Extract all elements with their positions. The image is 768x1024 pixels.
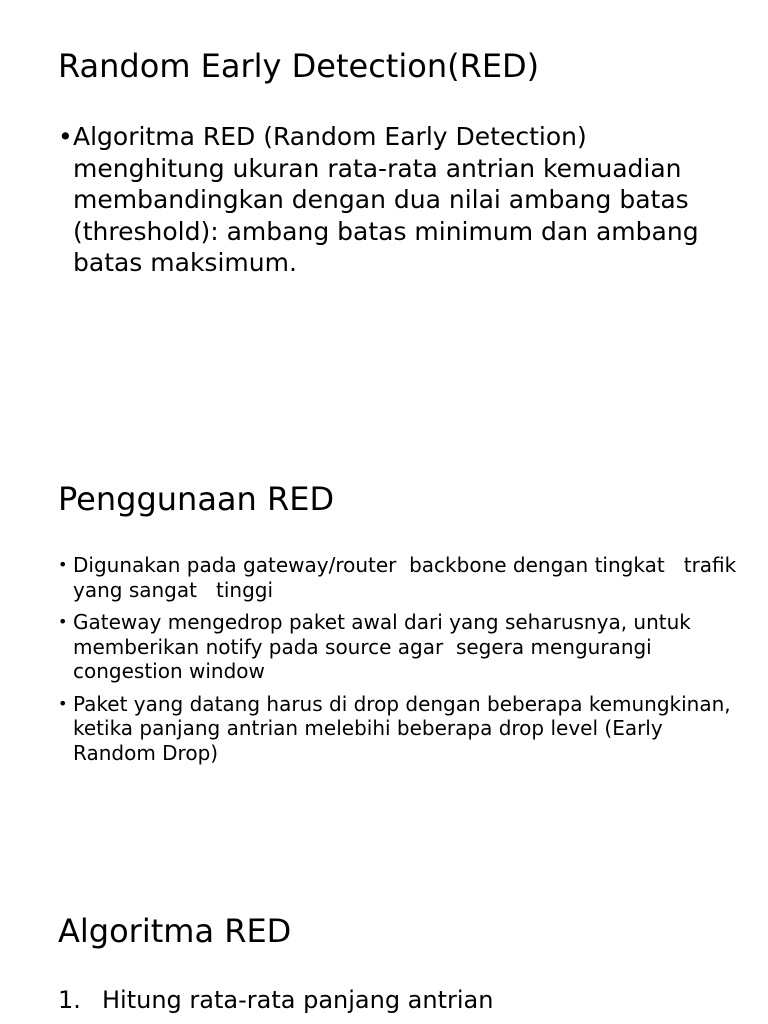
bullet-list xyxy=(58,553,743,773)
bullet-item xyxy=(58,610,738,684)
bullet-item xyxy=(58,692,738,766)
bullet-item xyxy=(58,121,718,279)
slide-red-usage xyxy=(0,430,768,860)
bullet-list xyxy=(58,121,718,279)
bullet-text: Digunakan pada gateway/router backbone dengan tingkat trafik yang sangat tinggi xyxy=(73,553,743,602)
bullet-text: Algoritma RED (Random Early Detection) menghitung ukuran rata-rata antrian kemuadian membandingkan dengan dua nilai ambang batas (threshold): ambang batas minimum dan ambang batas maksimum. xyxy=(73,122,699,277)
list-item xyxy=(58,985,718,1015)
list-number: 1. xyxy=(58,986,81,1014)
bullet-icon: • xyxy=(58,693,68,713)
numbered-list xyxy=(58,985,718,1015)
bullet-text: Gateway mengedrop paket awal dari yang seharusnya, untuk memberikan notify pada source agar segera mengurangi congestion window xyxy=(73,610,698,683)
bullet-item xyxy=(58,553,743,602)
bullet-icon: • xyxy=(58,122,73,151)
bullet-text: Paket yang datang harus di drop dengan beberapa kemungkinan, ketika panjang antrian melebihi beberapa drop level (Early Random Drop) xyxy=(73,691,731,765)
list-text: Hitung rata-rata panjang antrian xyxy=(102,986,494,1014)
slide-title: Penggunaan RED xyxy=(58,480,335,518)
slide-red-definition xyxy=(0,0,768,430)
bullet-icon: • xyxy=(58,555,68,574)
slide-title: Random Early Detection(RED) xyxy=(58,47,540,85)
bullet-icon: • xyxy=(58,612,68,631)
slide-title: Algoritma RED xyxy=(58,912,292,950)
slide-red-algorithm xyxy=(0,860,768,1024)
